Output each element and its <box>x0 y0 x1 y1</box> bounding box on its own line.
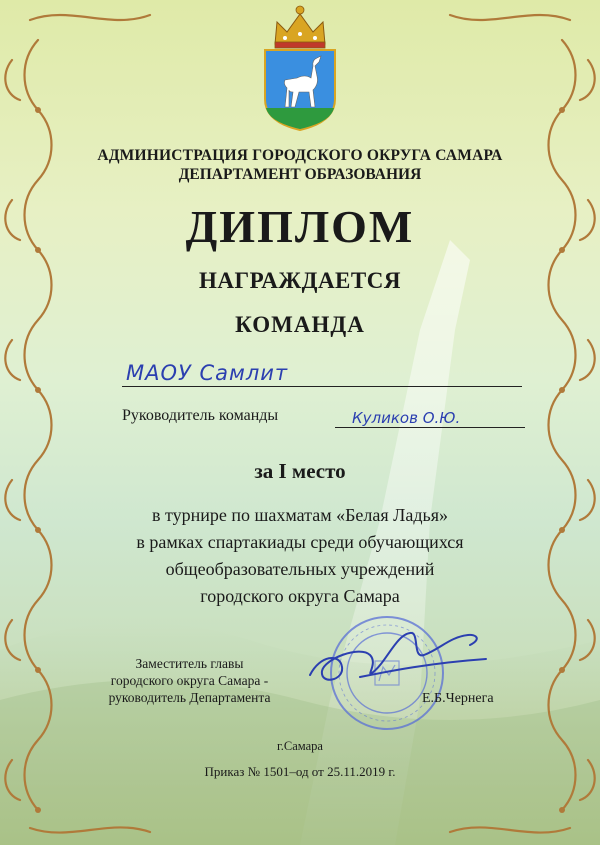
description-line-3: общеобразовательных учреждений <box>165 559 435 579</box>
place-heading: за I место <box>254 459 346 483</box>
city-label: г.Самара <box>277 739 323 753</box>
team-heading: КОМАНДА <box>235 312 365 337</box>
signatory-title-line-2: городского округа Самара - <box>110 673 269 688</box>
diploma-title: ДИПЛОМ <box>185 201 415 252</box>
handwritten-signature-icon <box>300 615 490 695</box>
signatory-title-line-1: Заместитель главы <box>135 656 244 671</box>
samara-coat-of-arms-icon <box>255 4 345 132</box>
order-reference: Приказ № 1501–од от 25.11.2019 г. <box>204 764 396 779</box>
team-name-handwritten: МАОУ Самлит <box>126 361 289 385</box>
administration-heading: АДМИНИСТРАЦИЯ ГОРОДСКОГО ОКРУГА САМАРА <box>97 147 503 164</box>
signatory-title-line-3: руководитель Департамента <box>108 690 271 705</box>
awarded-heading: НАГРАЖДАЕТСЯ <box>199 268 401 293</box>
department-heading: ДЕПАРТАМЕНТ ОБРАЗОВАНИЯ <box>178 166 422 183</box>
description-line-1: в турнире по шахматам «Белая Ладья» <box>151 505 449 525</box>
team-name-line <box>122 386 522 387</box>
leader-label: Руководитель команды <box>122 407 279 424</box>
leader-name-handwritten: Куликов О.Ю. <box>352 409 461 427</box>
signer-name: Е.Б.Чернега <box>422 691 494 706</box>
description-line-2: в рамках спартакиады среди обучающихся <box>136 532 464 552</box>
leader-name-line <box>335 427 525 428</box>
signatory-title <box>82 655 297 706</box>
description-line-4: городского округа Самара <box>200 586 400 606</box>
